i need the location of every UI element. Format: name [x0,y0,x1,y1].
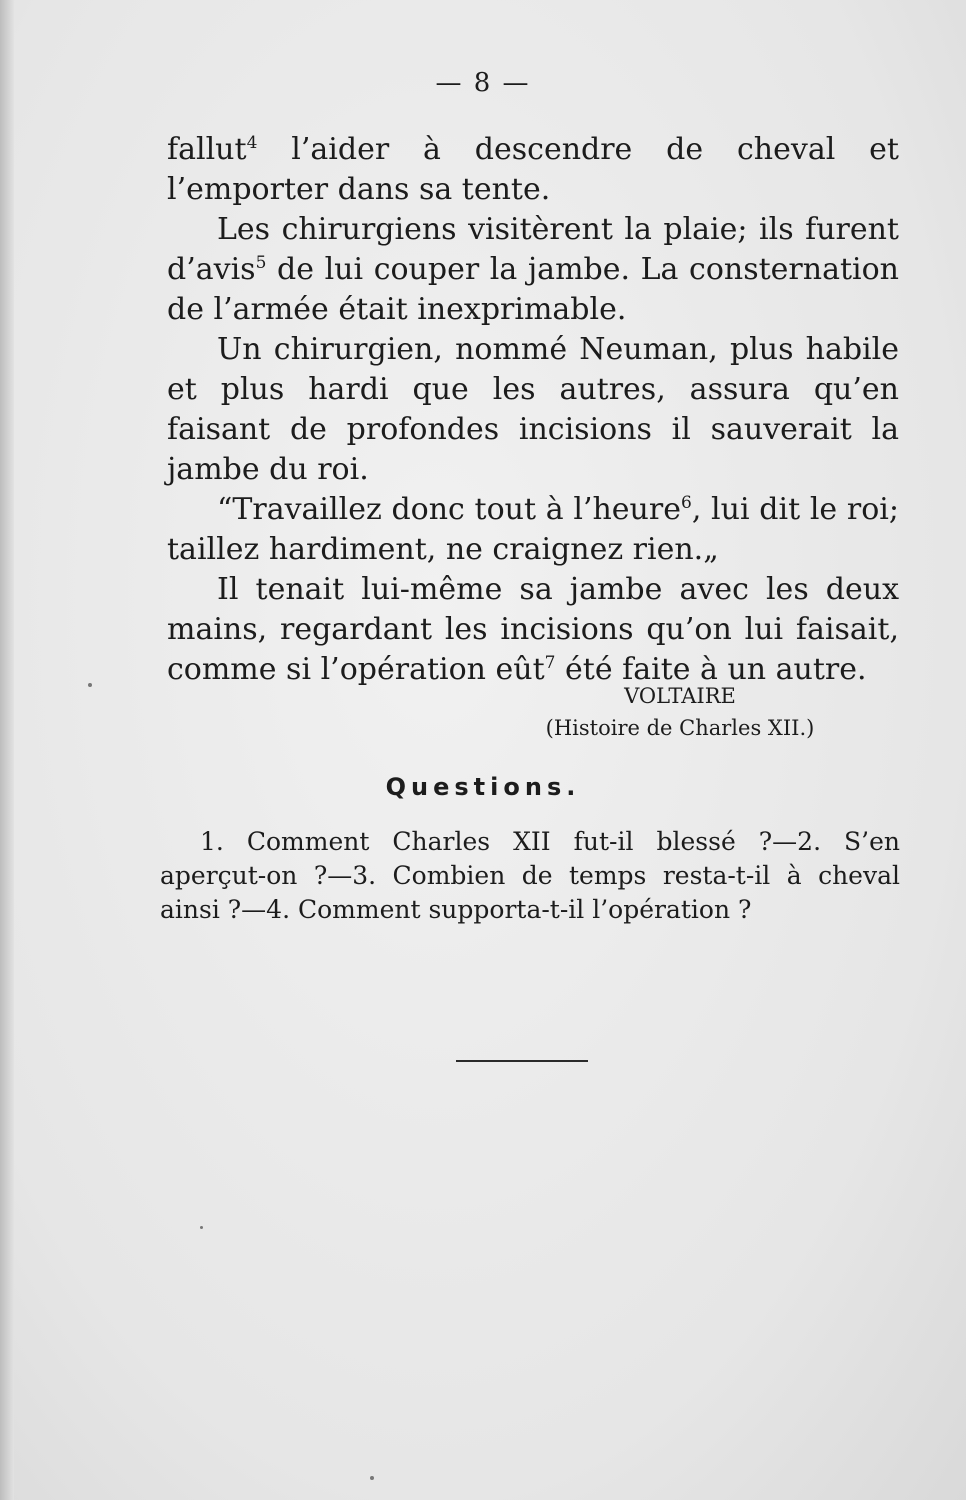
footnote-ref-6: 6 [680,493,692,513]
questions-heading: Questions. [385,773,581,801]
footnote-ref-7: 7 [544,653,556,673]
paragraph-5: Il tenait lui-même sa jambe avec les deux mains, regardant les incisions qu’on lui faisait, comme si l’opération eût$^7$ été faite à un autre. [167,572,899,687]
paper-speck [88,683,92,687]
paragraph-4: “Travaillez donc tout à l’heure$^6$, lui dit le roi; taillez hardiment, ne craignez rien.„ [167,492,899,567]
body-text [167,130,899,690]
paper-speck [370,1476,374,1480]
paper-speck [200,1226,203,1229]
end-rule [456,1060,588,1062]
page-number: — 8 — [435,68,531,98]
footnote-ref-5: 5 [255,253,267,273]
source-title: (Histoire de Charles XII.) [545,716,815,740]
footnote-ref-4: 4 [246,133,258,153]
paragraph-1: fallut$^4$ l’aider à descendre de cheval et l’emporter dans sa tente. [167,132,899,207]
author-name: VOLTAIRE [624,684,736,708]
questions-text [160,825,900,927]
paragraph-2: Les chirurgiens visitèrent la plaie; ils furent d’avis$^5$ de lui couper la jambe. La consternation de l’armée était inexprimable. [167,212,899,327]
questions-paragraph: 1. Comment Charles XII fut-il blessé ?—2. S’en aperçut-on ?—3. Combien de temps resta-t-il à cheval ainsi ?—4. Comment supporta-t-il l’opération ? [160,827,900,924]
page-edge-shadow [0,0,14,1500]
paragraph-3: Un chirurgien, nommé Neuman, plus habile et plus hardi que les autres, assura qu’en faisant de profondes incisions il sauverait la jambe du roi. [167,332,899,487]
signature [520,680,840,744]
